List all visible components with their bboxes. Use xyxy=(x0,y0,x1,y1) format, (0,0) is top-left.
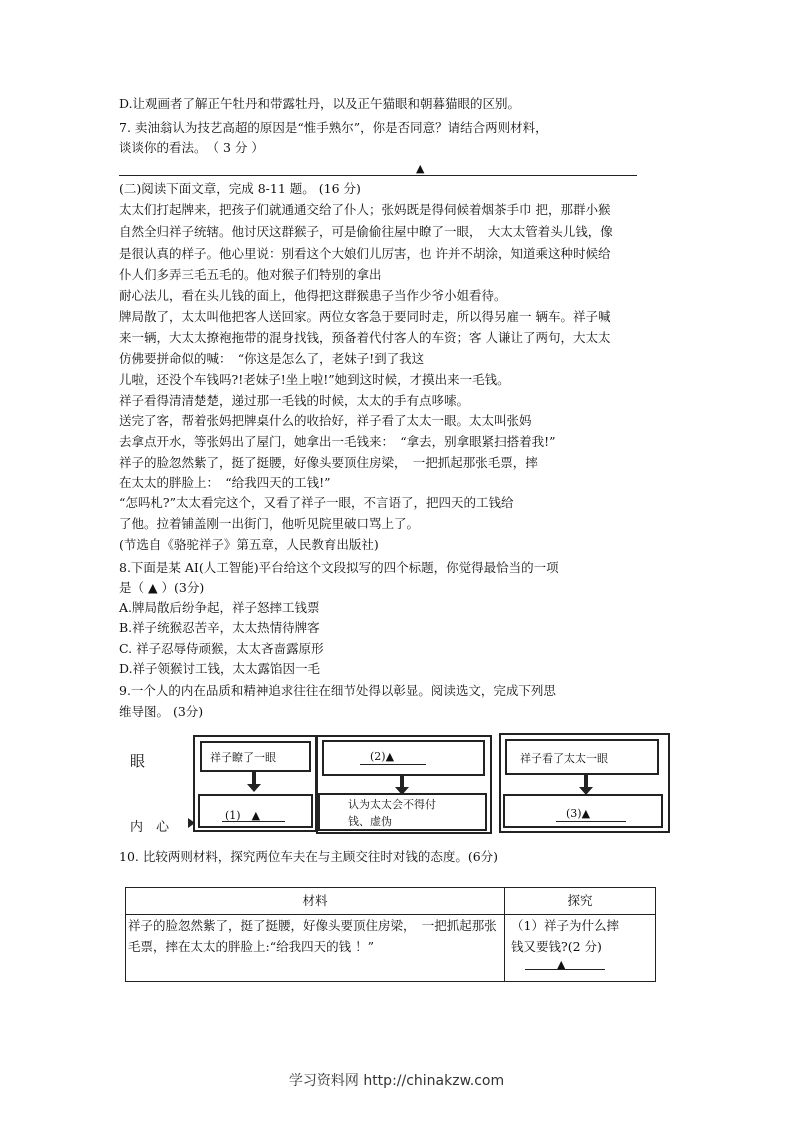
answer-line xyxy=(119,175,637,176)
passage-line-12: 去拿点开水，等张妈出了屋门，她拿出一毛钱来： “拿去，别拿眼紧扫搭着我!” xyxy=(119,434,556,449)
question-7-line-2: 谈谈你的看法。 （ 3 分 ） xyxy=(119,140,264,155)
explore-answer-line xyxy=(525,969,605,970)
question-8-line-1: 8.下面是某 AI(人工智能)平台给这个文段拟写的四个标题，你觉得最恰当的一项 xyxy=(119,560,559,575)
passage-line-8: 仿佛要拼命似的喊： “你这是怎么了，老妹子!到了我这 xyxy=(119,351,425,366)
mind-map-bottom-mid-text-1: 认为太太会不得付 xyxy=(348,798,436,811)
mind-map-eye-label: 眼 xyxy=(130,752,146,770)
mind-map-top-mid-box xyxy=(322,740,485,776)
passage-line-6: 牌局散了，太太叫他把客人送回家。两位女客急于要同时走，所以得另雇一 辆车。祥子喊 xyxy=(119,309,611,324)
mind-map-bottom-mid-text-2: 钱、虚伪 xyxy=(348,815,392,828)
explore-answer xyxy=(525,957,605,975)
material-text-2: 毛票，摔在太太的胖脸上:“给我四天的钱 ！” xyxy=(128,939,374,954)
mind-map-arrow-right xyxy=(584,774,588,788)
mind-map-arrow-left xyxy=(252,771,256,785)
passage-line-2: 自然全归祥子统辖。他讨厌这群猴子，可是偷偷往屋中瞭了一眼， 大太太管着头儿钱，像 xyxy=(119,224,613,239)
mind-map-bottom-right-blank: (3)▲ xyxy=(566,807,591,820)
option-a: A.牌局散后纷争起，祥子怒摔工钱票 xyxy=(119,600,320,615)
passage-line-7: 来一辆，大太太撩袍拖带的混身找钱，预备着代付客人的车资；客 人谦让了两句，大太太 xyxy=(119,330,611,345)
option-d-q6: D.让观画者了解正午牡丹和带露牡丹，以及正午猫眼和朝暮猫眼的区别。 xyxy=(119,96,521,111)
passage-line-5: 耐心法儿，看在头儿钱的面上，他得把这群猴患子当作少爷小姐看待。 xyxy=(119,288,507,303)
mind-map-top-right-text: 祥子看了太太一眼 xyxy=(520,752,608,765)
explore-cell xyxy=(505,915,656,982)
passage-line-3: 是很认真的样子。他心里说：别看这个大娘们儿厉害，也 许并不胡涂，知道乘这种时候给 xyxy=(119,246,611,261)
mind-map-top-left-text: 祥子瞭了一眼 xyxy=(210,751,276,764)
passage-line-15: “怎吗札?”太太看完这个，又看了祥子一眼，不言语了，把四天的工钱给 xyxy=(119,495,514,510)
passage-line-4: 仆人们多弄三毛五毛的。他对猴子们特别的拿出 xyxy=(119,267,382,282)
mind-map-top-mid-line xyxy=(360,764,426,765)
section-2-heading: (二)阅读下面文章，完成 8-11 题。 (16 分) xyxy=(119,181,361,196)
table-header-row xyxy=(126,888,656,915)
passage-line-11: 送完了客，帮着张妈把牌桌什么的收拾好，祥子看了太太一眼。太太叫张妈 xyxy=(119,413,532,428)
option-d: D.祥子领猴讨工钱，太太露馅因一毛 xyxy=(119,661,321,676)
explore-answer-marker: ▲ xyxy=(557,958,566,971)
question-9-line-2: 维导图。 (3分) xyxy=(119,704,204,719)
question-7-line-1: 7. 卖油翁认为技艺高超的原因是“惟手熟尔”，你是否同意？请结合两则材料， xyxy=(119,120,548,135)
question-8-line-2: 是（ ▲ ）(3分) xyxy=(119,580,205,595)
passage-line-16: 了他。拉着铺盖刚一出街门，他听见院里破口骂上了。 xyxy=(119,516,420,531)
passage-line-9: 儿啦，还没个车钱吗?!老妹子!坐上啦!”她到这时候，才摸出来一毛钱。 xyxy=(119,372,510,387)
mind-map-bottom-left-line xyxy=(222,821,285,822)
material-text-1: 祥子的脸忽然紫了，挺了挺腰，好像头要顶住房梁， 一把抓起那张 xyxy=(128,918,497,933)
mind-map-bottom-left-blank: (1) ▲ xyxy=(225,809,261,822)
header-explore: 探究 xyxy=(505,888,656,915)
source-citation: (节选自《骆驼祥子》第五章，人民教育出版社) xyxy=(119,537,379,552)
passage-line-10: 祥子看得清清楚楚，递过那一毛钱的时候，太太的手有点哆嗦。 xyxy=(119,393,470,408)
option-c: C. 祥子忍辱侍顽猴，太太吝啬露原形 xyxy=(119,641,324,656)
comparison-table xyxy=(125,887,656,982)
explore-text-1: （1）祥子为什么摔 xyxy=(511,918,619,933)
header-material: 材料 xyxy=(126,888,505,915)
table-row xyxy=(126,915,656,982)
passage-line-14: 在太太的胖脸上： “给我四天的工钱!” xyxy=(119,475,331,490)
material-cell xyxy=(126,915,505,982)
mind-map-arrow-mid xyxy=(400,774,404,788)
option-b: B.祥子统猴忍苦辛，太太热情待牌客 xyxy=(119,620,320,635)
mind-map-heart-label: 内 心 xyxy=(130,820,170,835)
mind-map-bottom-right-line xyxy=(556,821,626,822)
mind-map-top-mid-blank: (2)▲ xyxy=(370,750,395,763)
question-9-line-1: 9.一个人的内在品质和精神追求往往在细节处得以彰显。阅读选文，完成下列思 xyxy=(119,683,556,698)
site-footer: 学习资料网 http://chinakzw.com xyxy=(288,1073,505,1089)
passage-line-13: 祥子的脸忽然紫了，挺了挺腰，好像头要顶住房梁， 一把抓起那张毛票，摔 xyxy=(119,455,538,470)
passage-line-1: 太太们打起牌来，把孩子们就通通交给了仆人；张妈既是得伺候着烟茶手巾 把，那群小猴 xyxy=(119,202,611,217)
question-10: 10. 比较两则材料，探究两位车夫在与主顾交往时对钱的态度。(6分) xyxy=(119,849,499,864)
answer-marker: ▲ xyxy=(416,162,425,175)
explore-text-2: 钱又要钱?(2 分) xyxy=(511,939,602,954)
